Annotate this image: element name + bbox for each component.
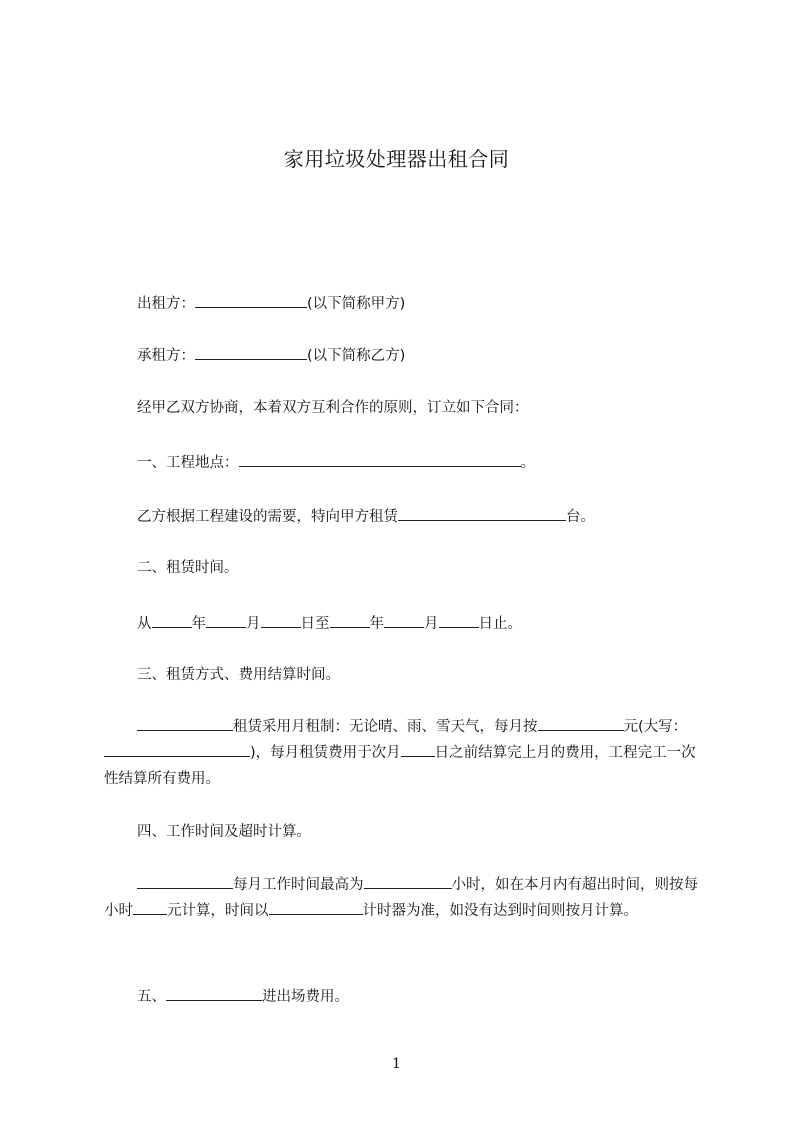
section5-suffix: 进出场费用。 xyxy=(262,989,349,1005)
site-blank xyxy=(239,451,521,467)
lease-period-line xyxy=(137,612,522,634)
month-label: 月 xyxy=(424,616,439,632)
section1-body xyxy=(137,505,595,527)
section3-body xyxy=(104,714,704,792)
section2-heading: 二、租赁时间。 xyxy=(137,560,239,576)
section5-blank xyxy=(166,985,262,1001)
section3-text-1: 租赁采用月租制：无论晴、雨、雪天气，每月按 xyxy=(233,719,538,735)
month-label: 月 xyxy=(246,616,261,632)
start-day-blank xyxy=(261,612,301,628)
lessee-blank xyxy=(195,344,307,360)
hourly-rate-blank xyxy=(133,899,167,915)
start-year-blank xyxy=(152,612,192,628)
equipment-blank xyxy=(137,873,233,889)
section4-text-3: 元计算，时间以 xyxy=(167,903,269,919)
year-label: 年 xyxy=(191,616,206,632)
settlement-day-blank xyxy=(401,741,435,757)
lessee-label: 承租方： xyxy=(137,348,195,364)
day-to-label: 日至 xyxy=(300,616,330,632)
from-label: 从 xyxy=(137,616,152,632)
year-label: 年 xyxy=(369,616,384,632)
section3-text-4: 日之前结算完上月的费用，工程完工一次性结算所有费用。 xyxy=(104,745,696,787)
max-hours-blank xyxy=(364,873,452,889)
section3-text-3: )，每月租赁费用于次月 xyxy=(250,745,401,761)
section4-heading: 四、工作时间及超时计算。 xyxy=(137,824,311,840)
section1-end: 。 xyxy=(520,455,535,471)
end-day-blank xyxy=(439,612,479,628)
fee-in-words-blank xyxy=(104,741,250,757)
preamble: 经甲乙双方协商，本着双方互利合作的原则，订立如下合同： xyxy=(137,400,529,416)
quantity-blank xyxy=(398,505,566,521)
section5-heading xyxy=(137,985,349,1007)
lessor-line xyxy=(137,292,405,314)
section3-text-2: 元(大写： xyxy=(623,719,688,735)
section4-text-1: 每月工作时间最高为 xyxy=(233,877,364,893)
day-end-label: 日止。 xyxy=(478,616,522,632)
section3-heading: 三、租赁方式、费用结算时间。 xyxy=(137,667,340,683)
start-month-blank xyxy=(206,612,246,628)
lessor-blank xyxy=(195,292,307,308)
section1-body-suffix: 台。 xyxy=(566,509,595,525)
section4-body xyxy=(104,872,704,924)
section5-prefix: 五、 xyxy=(137,989,166,1005)
lessee-line xyxy=(137,344,405,366)
lessor-label: 出租方： xyxy=(137,296,195,312)
end-year-blank xyxy=(330,612,370,628)
section1-body-prefix: 乙方根据工程建设的需要，特向甲方租赁 xyxy=(137,509,398,525)
end-month-blank xyxy=(384,612,424,628)
equipment-blank xyxy=(137,715,233,731)
section1-heading-line xyxy=(137,451,535,473)
document-title: 家用垃圾处理器出租合同 xyxy=(283,147,510,171)
section4-text-4: 计时器为准，如没有达到时间则按月计算。 xyxy=(362,903,638,919)
page-number: 1 xyxy=(392,1056,401,1072)
section4-text-2: 小时，如在本月内有超出时间，则按每小时 xyxy=(104,877,698,919)
lessee-suffix: (以下简称乙方) xyxy=(307,348,406,364)
timer-blank xyxy=(269,899,363,915)
lessor-suffix: (以下简称甲方) xyxy=(307,296,406,312)
monthly-fee-blank xyxy=(538,715,624,731)
section1-heading: 一、工程地点： xyxy=(137,455,239,471)
